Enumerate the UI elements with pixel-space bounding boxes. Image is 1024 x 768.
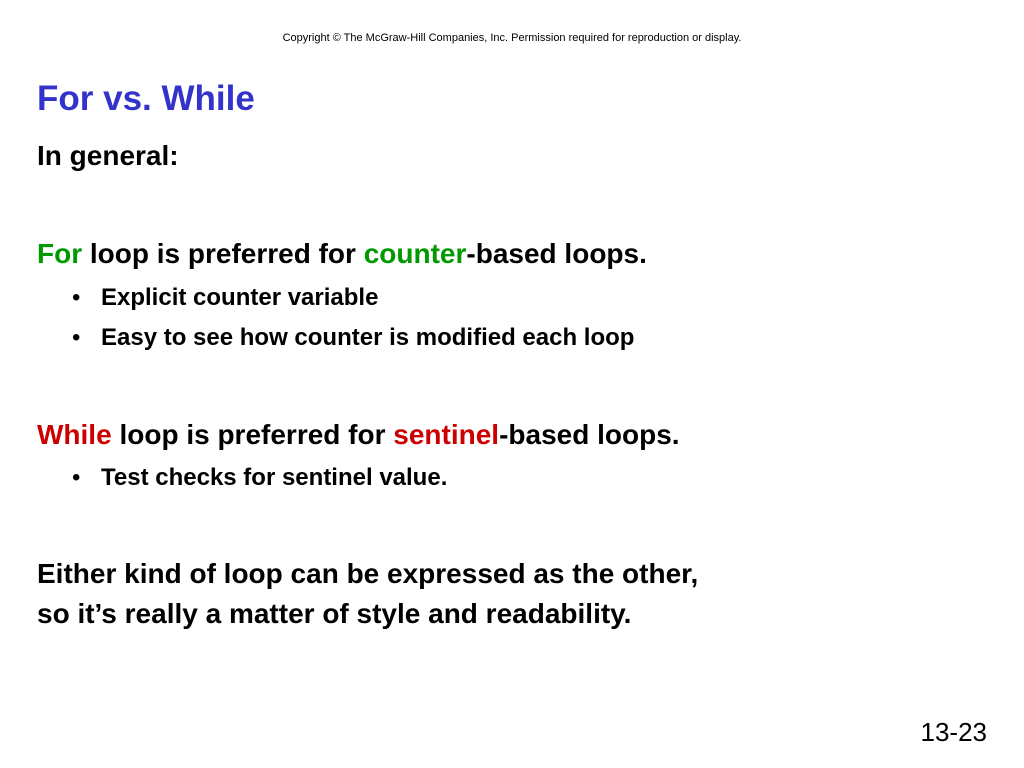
slide-title: For vs. While (37, 79, 255, 118)
sentinel-keyword: sentinel (393, 419, 500, 450)
bullet-text: Test checks for sentinel value. (101, 464, 448, 491)
bullet-icon: • (72, 464, 81, 491)
for-keyword: For (37, 238, 83, 269)
intro-text: In general: (37, 140, 179, 171)
while-loop-statement (37, 418, 680, 452)
bullet-text: Easy to see how counter is modified each loop (101, 324, 635, 351)
counter-keyword: counter (363, 238, 467, 269)
summary-line-2: so it’s really a matter of style and readability. (37, 598, 632, 629)
for-text-after: -based loops. (466, 238, 647, 269)
summary-line-1: Either kind of loop can be expressed as the other, (37, 558, 699, 589)
list-item (72, 323, 634, 353)
for-text-before: loop is preferred for (82, 238, 364, 269)
for-loop-statement (37, 237, 647, 271)
list-item (72, 463, 447, 493)
while-text-before: loop is preferred for (111, 419, 394, 450)
bullet-text: Explicit counter variable (101, 284, 379, 311)
slide-number: 13-23 (920, 717, 987, 747)
bullet-icon: • (72, 324, 81, 351)
list-item (72, 283, 378, 313)
while-keyword: While (37, 419, 112, 450)
copyright-notice: Copyright © The McGraw-Hill Companies, Inc. Permission required for reproduction or display. (282, 32, 742, 44)
while-text-after: -based loops. (499, 419, 680, 450)
bullet-icon: • (72, 284, 81, 311)
